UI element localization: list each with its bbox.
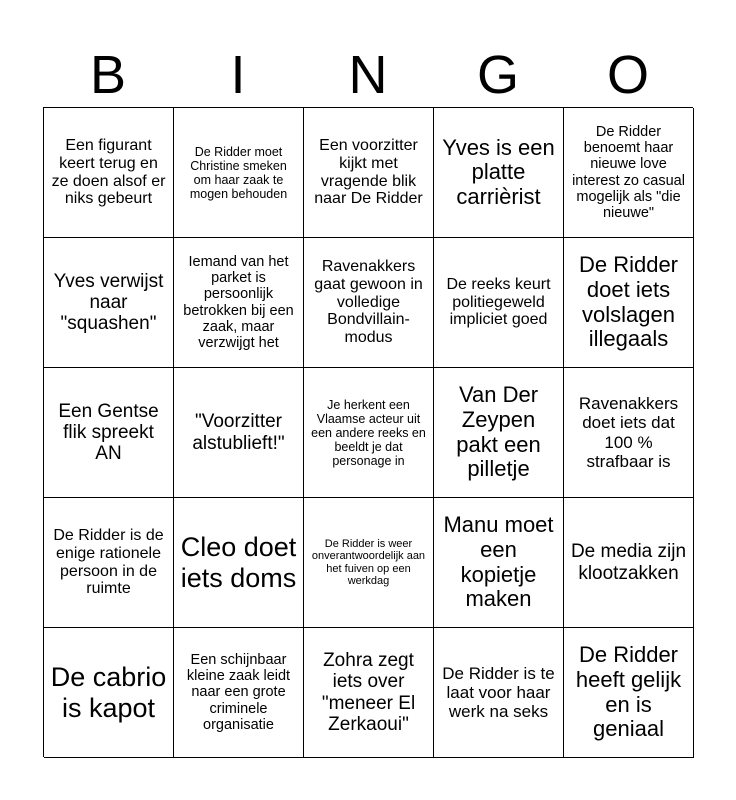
bingo-grid <box>43 107 693 757</box>
bingo-cell[interactable]: Een figurant keert terug en ze doen alsof er niks gebeurt <box>44 108 174 238</box>
bingo-cell[interactable]: De media zijn klootzakken <box>564 498 694 628</box>
bingo-cell[interactable]: De Ridder is te laat voor haar werk na seks <box>434 628 564 758</box>
bingo-cell[interactable]: De Ridder is weer onverantwoordelijk aan het fuiven op een werkdag <box>304 498 434 628</box>
header-letter-b: B <box>89 45 127 105</box>
bingo-cell[interactable]: Cleo doet iets doms <box>174 498 304 628</box>
bingo-cell[interactable]: Yves verwijst naar "squashen" <box>44 238 174 368</box>
bingo-cell[interactable]: Ravenakkers doet iets dat 100 % strafbaar is <box>564 368 694 498</box>
bingo-header <box>43 42 693 108</box>
bingo-cell[interactable]: De Ridder is de enige rationele persoon in de ruimte <box>44 498 174 628</box>
bingo-cell[interactable]: Iemand van het parket is persoonlijk betrokken bij een zaak, maar verzwijgt het <box>174 238 304 368</box>
bingo-cell[interactable]: Een Gentse flik spreekt AN <box>44 368 174 498</box>
bingo-cell[interactable]: Ravenakkers gaat gewoon in volledige Bondvillain-modus <box>304 238 434 368</box>
bingo-cell[interactable]: De cabrio is kapot <box>44 628 174 758</box>
bingo-cell[interactable]: De reeks keurt politiegeweld impliciet goed <box>434 238 564 368</box>
header-letter-o: O <box>606 45 649 105</box>
bingo-cell[interactable]: Manu moet een kopietje maken <box>434 498 564 628</box>
bingo-cell[interactable]: Yves is een platte carrièrist <box>434 108 564 238</box>
bingo-cell[interactable]: "Voorzitter alstublieft!" <box>174 368 304 498</box>
bingo-cell[interactable]: De Ridder moet Christine smeken om haar zaak te mogen behouden <box>174 108 304 238</box>
bingo-cell[interactable]: Een schijnbaar kleine zaak leidt naar een grote criminele organisatie <box>174 628 304 758</box>
bingo-cell[interactable]: De Ridder doet iets volslagen illegaals <box>564 238 694 368</box>
header-letter-g: G <box>476 45 519 105</box>
bingo-cell[interactable]: Een voorzitter kijkt met vragende blik naar De Ridder <box>304 108 434 238</box>
bingo-cell[interactable]: De Ridder heeft gelijk en is geniaal <box>564 628 694 758</box>
bingo-cell[interactable]: Je herkent een Vlaamse acteur uit een andere reeks en beeldt je dat personage in <box>304 368 434 498</box>
bingo-cell[interactable]: De Ridder benoemt haar nieuwe love interest zo casual mogelijk als "die nieuwe" <box>564 108 694 238</box>
bingo-cell[interactable]: Zohra zegt iets over "meneer El Zerkaoui" <box>304 628 434 758</box>
bingo-cell[interactable]: Van Der Zeypen pakt een pilletje <box>434 368 564 498</box>
header-letter-n: N <box>348 45 388 105</box>
header-letter-i: I <box>230 45 246 105</box>
